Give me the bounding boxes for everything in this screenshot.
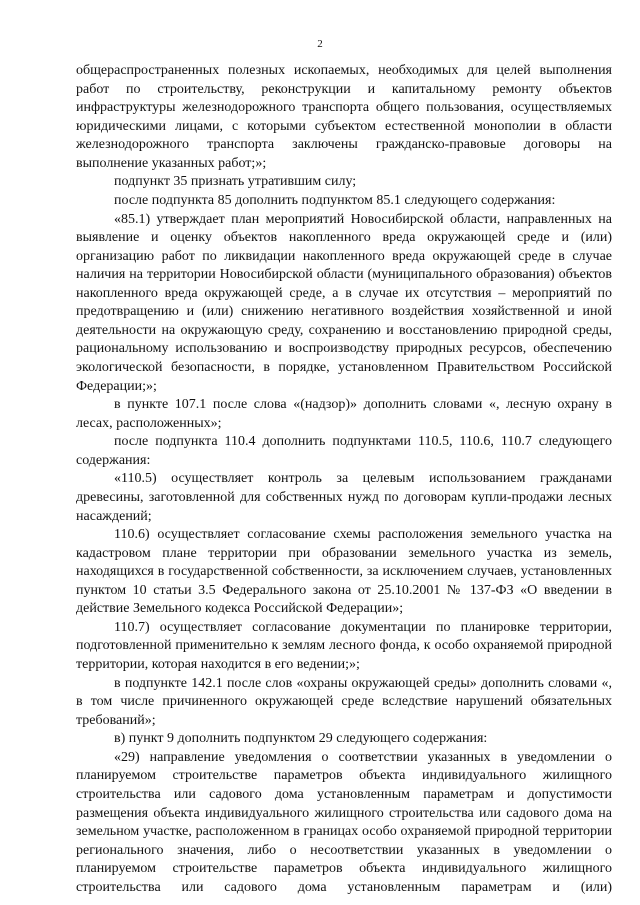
- paragraph-110-7: 110.7) осуществляет согласование документации по планировке территории, подготовленной применительно к землям лесного фонда, к особо охраняемой природной территории, которая находится в его ведении;»;: [76, 619, 612, 672]
- paragraph-85-1: «85.1) утверждает план мероприятий Новосибирской области, направленных на выявление и оценку объектов накопленного вреда окружающей среде и (или) организацию работ по ликвидации накопленного вреда окружающей среде в случае наличия на территории Новосибирской области (муниципального образования) объектов накопленного вреда окружающей среде, а в случае их отсутствия – мероприятий по предотвращению и (или) снижению негативного воздействия хозяйственной и иной деятельности на окружающую среду, сохранению и восстановлению природной среды, рациональному использованию и воспроизводству природных ресурсов, обеспечению экологической безопасности, в порядке, установленном Правительством Российской Федерации;»;: [76, 211, 612, 394]
- paragraph-29: «29) направление уведомления о соответствии указанных в уведомлении о планируемом строительстве параметров объекта индивидуального жилищного строительства или садового дома установленным параметрам и допустимости размещения объекта индивидуального жилищного строительства или садового дома на земельном участке, расположенном в границах особо охраняемой природной территории регионального значения, либо о несоответствии указанных в уведомлении о планируемом строительстве параметров объекта индивидуального жилищного строительства или садового дома установленным параметрам и (или): [76, 749, 612, 895]
- paragraph-142-1: в подпункте 142.1 после слов «охраны окружающей среды» дополнить словами «, в том числе причиненного окружающей среде вследствие нарушений обязательных требований»;: [76, 675, 612, 728]
- paragraph-continuation: общераспространенных полезных ископаемых, необходимых для целей выполнения работ по строительству, реконструкции и капитальному ремонту объектов инфраструктуры железнодорожного транспорта общего пользования, осуществляемых юридическими лицами, с которыми субъектом естественной монополии в области железнодорожного транспорта заключены гражданско-правовые договоры на выполнение указанных работ;»;: [76, 63, 612, 171]
- page-number: 2: [317, 38, 323, 50]
- paragraph-after-85: после подпункта 85 дополнить подпунктом 85.1 следующего содержания:: [114, 192, 556, 208]
- paragraph-110-5: «110.5) осуществляет контроль за целевым использованием гражданами древесины, заготовленной для собственных нужд по договорам купли-продажи лесных насаждений;: [76, 471, 612, 524]
- paragraph-item-v: в) пункт 9 дополнить подпунктом 29 следующего содержания:: [114, 731, 488, 747]
- document-body: [76, 62, 612, 897]
- paragraph-110-6: 110.6) осуществляет согласование схемы расположения земельного участка на кадастровом плане территории при образовании земельного участка из земель, находящихся в государственной собственности, за исключением случаев, установленных пунктом 10 статьи 3.5 Федерального закона от 25.10.2001 № 137-ФЗ «О введении в действие Земельного кодекса Российской Федерации»;: [76, 527, 612, 617]
- paragraph-after-110-4: после подпункта 110.4 дополнить подпунктами 110.5, 110.6, 110.7 следующего содержания:: [76, 434, 612, 468]
- paragraph-subitem-35: подпункт 35 признать утратившим силу;: [114, 174, 357, 190]
- paragraph-107-1: в пункте 107.1 после слова «(надзор)» дополнить словами «, лесную охрану в лесах, расположенных»;: [76, 397, 612, 431]
